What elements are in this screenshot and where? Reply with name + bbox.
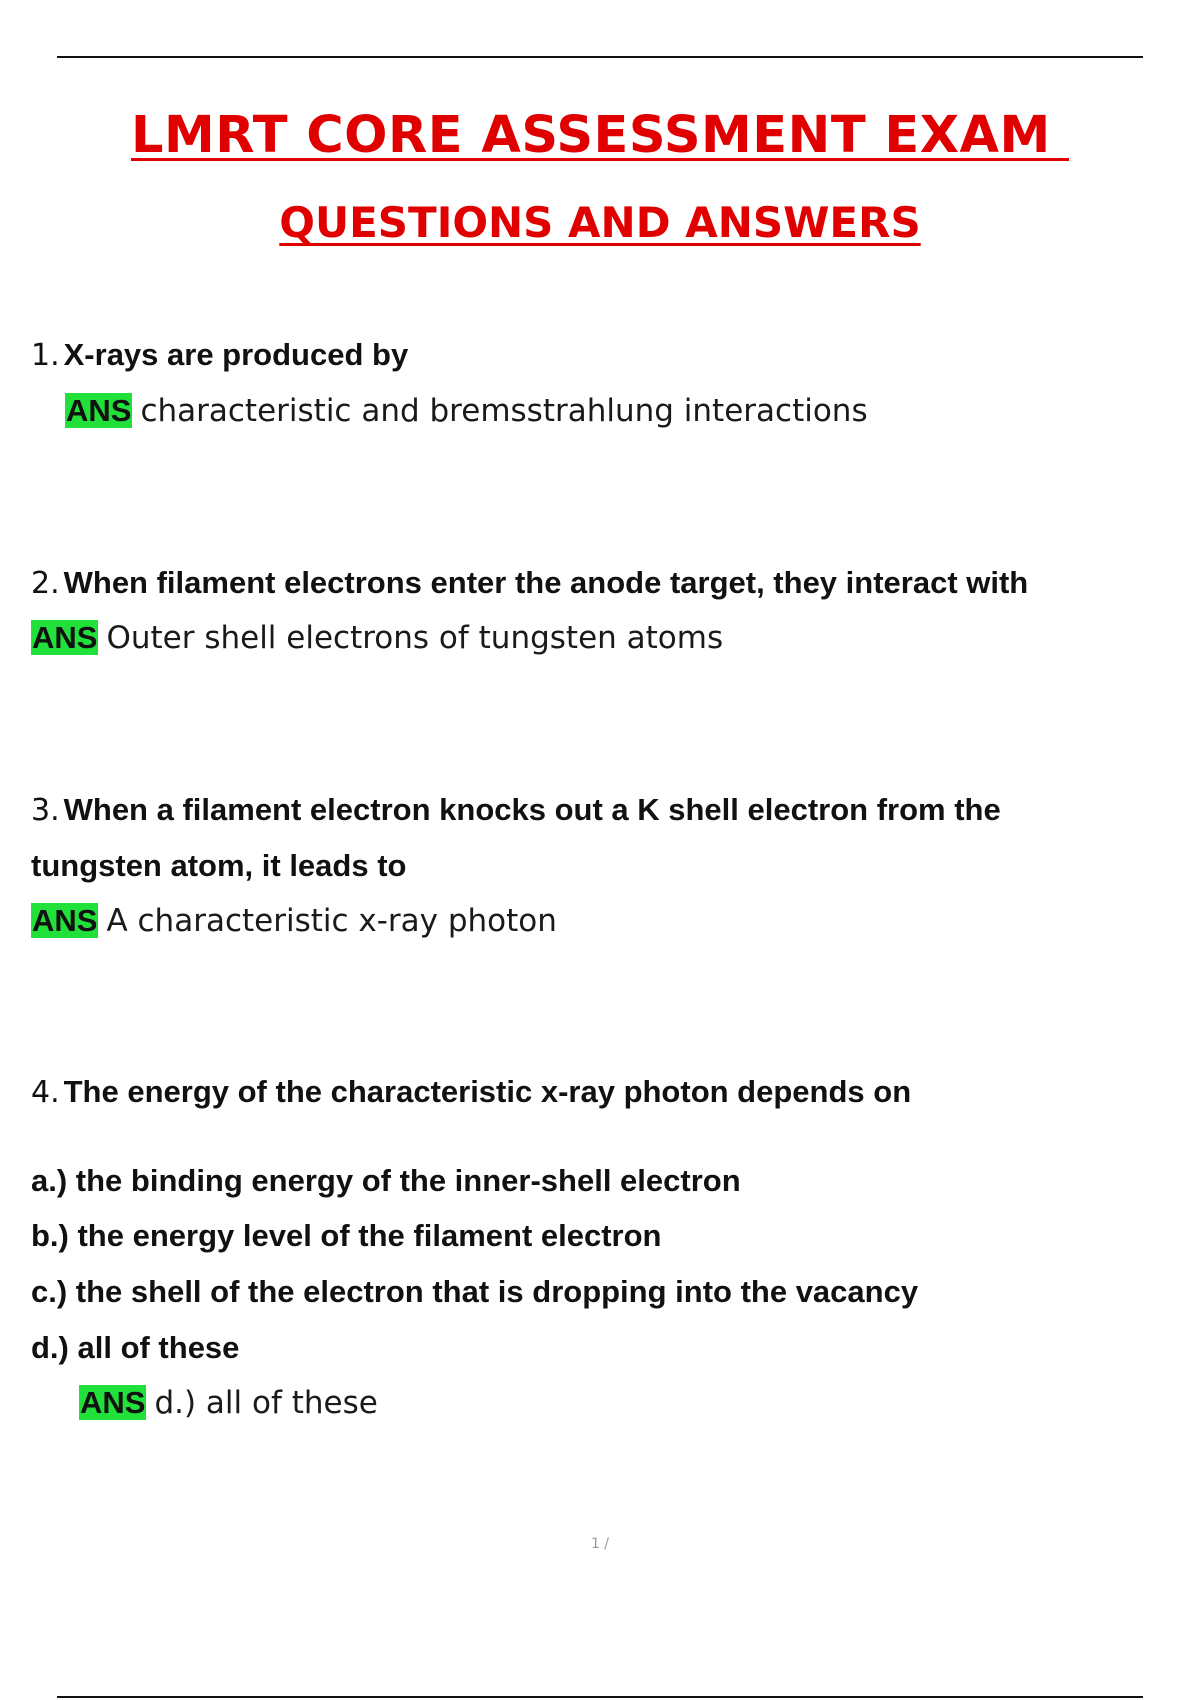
ans-label: ANS: [66, 393, 132, 428]
question-3-continued: [31, 848, 406, 884]
question-number: 3.: [31, 793, 60, 828]
question-2: [31, 565, 1028, 601]
option-a: a.) the binding energy of the inner-shell electron: [31, 1163, 741, 1198]
document-subtitle: QUESTIONS AND ANSWERS: [279, 198, 921, 247]
question-number: 4.: [31, 1075, 60, 1110]
question-4: [31, 1074, 911, 1110]
option-c: c.) the shell of the electron that is dropping into the vacancy: [31, 1274, 919, 1309]
answer-4: [79, 1385, 378, 1421]
question-text-line2: tungsten atom, it leads to: [31, 848, 407, 883]
ans-label: ANS: [32, 903, 98, 938]
top-rule: [57, 56, 1143, 58]
answer-3: [31, 903, 557, 939]
answer-text: characteristic and bremsstrahlung interactions: [140, 393, 868, 429]
question-number: 2.: [31, 566, 60, 601]
page-number: 1 /: [590, 1536, 610, 1552]
answer-1: [65, 393, 868, 429]
answer-2: [31, 620, 723, 656]
question-1: [31, 337, 408, 373]
ans-label: ANS: [32, 620, 98, 655]
question-number: 1.: [31, 338, 60, 373]
question-text-line1: When a filament electron knocks out a K shell electron from the: [63, 792, 1001, 827]
option-d: d.) all of these: [31, 1330, 240, 1365]
question-text: X-rays are produced by: [63, 337, 409, 372]
answer-text: Outer shell electrons of tungsten atoms: [106, 620, 724, 656]
option-b: b.) the energy level of the filament electron: [31, 1218, 662, 1253]
question-text: When filament electrons enter the anode target, they interact with: [63, 565, 1029, 600]
question-text: The energy of the characteristic x-ray photon depends on: [63, 1074, 912, 1109]
document-title: LMRT CORE ASSESSMENT EXAM: [130, 106, 1070, 165]
ans-label: ANS: [80, 1385, 146, 1420]
answer-text: d.) all of these: [154, 1385, 378, 1421]
answer-text: A characteristic x-ray photon: [106, 903, 557, 939]
question-3: [31, 792, 1001, 828]
bottom-rule: [57, 1696, 1143, 1698]
